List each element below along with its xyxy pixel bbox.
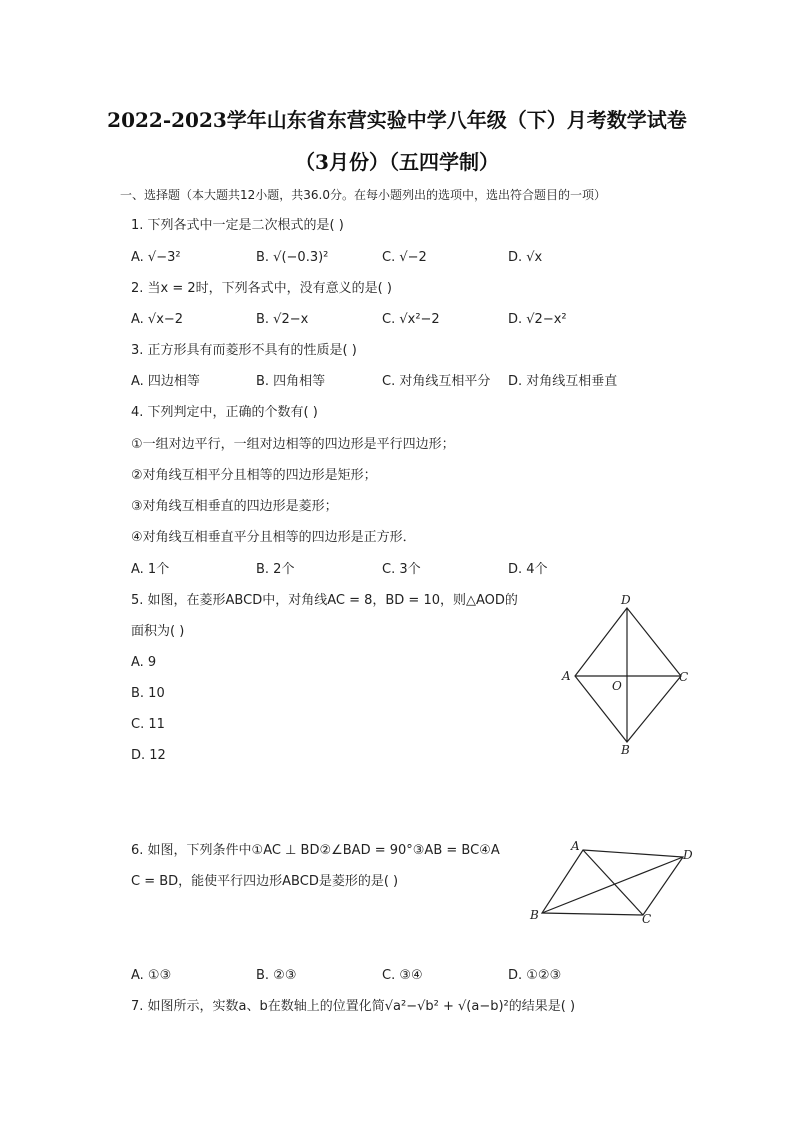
question-5-option-a[interactable]: A. 9 xyxy=(131,655,157,670)
question-6-option-a[interactable]: A. ①③ xyxy=(131,968,172,983)
question-1-option-d[interactable]: D. √x xyxy=(508,250,543,265)
question-5-stem: 5. 如图，在菱形ABCD中，对角线AC = 8，BD = 10，则△AOD的 xyxy=(131,593,518,608)
question-3-stem: 3. 正方形具有而菱形不具有的性质是( ) xyxy=(131,343,357,358)
parallelogram-figure xyxy=(525,835,705,930)
question-5-stem-continued: 面积为( ) xyxy=(131,624,185,639)
question-6-stem: 6. 如图，下列条件中①AC ⊥ BD②∠BAD = 90°③AB = BC④A xyxy=(131,843,500,858)
question-3-option-b[interactable]: B. 四角相等 xyxy=(256,374,326,389)
rhombus-outline xyxy=(575,608,681,742)
question-4-statement-4: ④对角线互相垂直平分且相等的四边形是正方形． xyxy=(131,530,416,545)
question-4-stem: 4. 下列判定中，正确的个数有( ) xyxy=(131,405,318,420)
question-2-option-c[interactable]: C. √x²−2 xyxy=(382,312,440,327)
question-5-option-d[interactable]: D. 12 xyxy=(131,748,166,763)
exam-subtitle: （3月份）（五四学制） xyxy=(295,150,499,174)
question-1-option-b[interactable]: B. √(−0.3)² xyxy=(256,250,329,265)
label-b: B xyxy=(621,743,630,757)
question-4-statement-1: ①一组对边平行，一组对边相等的四边形是平行四边形； xyxy=(131,437,455,452)
question-1-option-a[interactable]: A. √−3² xyxy=(131,250,181,265)
question-7-stem: 7. 如图所示，实数a、b在数轴上的位置化简√a²−√b² + √(a−b)²的结果是( ) xyxy=(131,999,576,1014)
label-a: A xyxy=(562,669,571,683)
exam-title: 2022-2023学年山东省东营实验中学八年级（下）月考数学试卷 xyxy=(107,108,687,132)
question-6-option-b[interactable]: B. ②③ xyxy=(256,968,297,983)
question-1-stem: 1. 下列各式中一定是二次根式的是( ) xyxy=(131,218,344,233)
question-4-statement-3: ③对角线互相垂直的四边形是菱形； xyxy=(131,499,338,514)
question-3-option-a[interactable]: A. 四边相等 xyxy=(131,374,200,389)
question-4-option-d[interactable]: D. 4个 xyxy=(508,562,548,577)
label-c-6: C xyxy=(642,912,652,926)
question-4-option-b[interactable]: B. 2个 xyxy=(256,562,295,577)
label-a-6: A xyxy=(571,839,580,853)
question-6-option-d[interactable]: D. ①②③ xyxy=(508,968,562,983)
section-header: 一、选择题（本大题共12小题，共36.0分。在每小题列出的选项中，选出符合题目的一项） xyxy=(120,188,606,202)
question-1-option-c[interactable]: C. √−2 xyxy=(382,250,427,265)
question-4-statement-2: ②对角线互相平分且相等的四边形是矩形； xyxy=(131,468,377,483)
question-2-stem: 2. 当x = 2时，下列各式中，没有意义的是( ) xyxy=(131,281,392,296)
question-4-option-a[interactable]: A. 1个 xyxy=(131,562,170,577)
label-c: C xyxy=(679,670,689,684)
question-5-option-c[interactable]: C. 11 xyxy=(131,717,165,732)
label-b-6: B xyxy=(530,908,539,922)
diagonal-ac-6 xyxy=(583,850,643,915)
label-d-6: D xyxy=(683,848,693,862)
question-2-option-b[interactable]: B. √2−x xyxy=(256,312,309,327)
question-3-option-d[interactable]: D. 对角线互相垂直 xyxy=(508,374,618,389)
question-6-option-c[interactable]: C. ③④ xyxy=(382,968,423,983)
question-3-option-c[interactable]: C. 对角线互相平分 xyxy=(382,374,491,389)
question-6-stem-continued: C = BD，能使平行四边形ABCD是菱形的是( ) xyxy=(131,874,399,889)
diagonal-bd-6 xyxy=(542,857,683,913)
question-4-option-c[interactable]: C. 3个 xyxy=(382,562,421,577)
label-o: O xyxy=(612,679,622,693)
rhombus-figure xyxy=(555,590,705,760)
question-5-option-b[interactable]: B. 10 xyxy=(131,686,165,701)
label-d: D xyxy=(621,593,631,607)
question-2-option-a[interactable]: A. √x−2 xyxy=(131,312,184,327)
question-2-option-d[interactable]: D. √2−x² xyxy=(508,312,567,327)
